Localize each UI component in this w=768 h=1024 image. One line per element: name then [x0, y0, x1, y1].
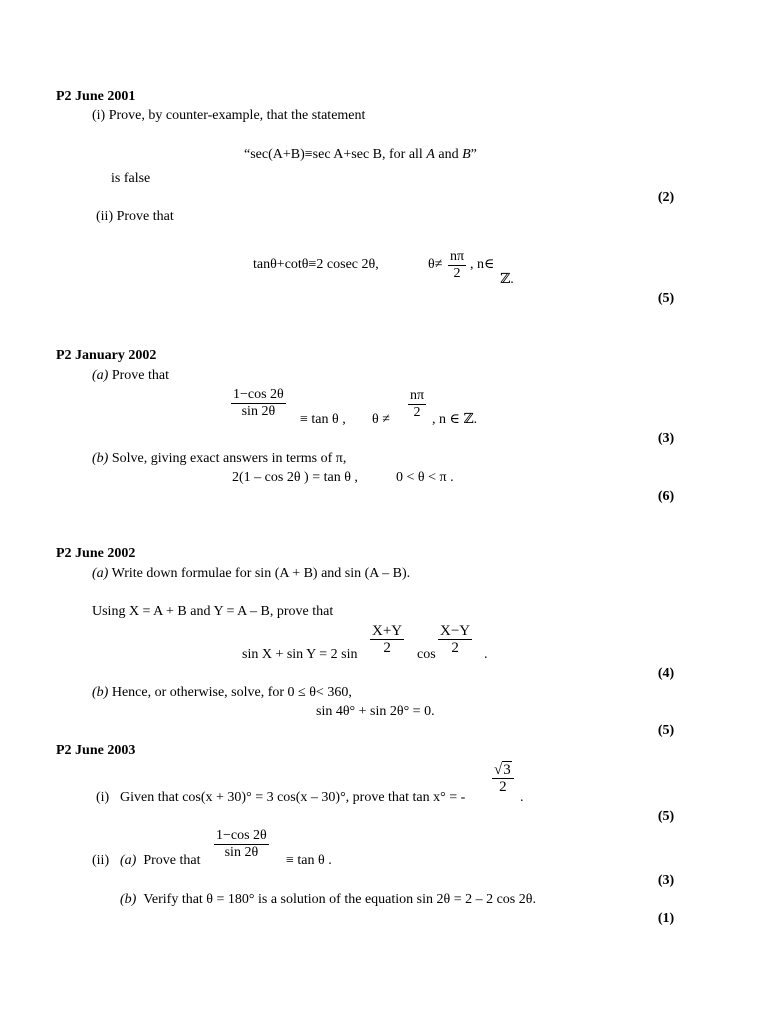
equation: 2(1 – cos 2θ ) = tan θ , [232, 470, 358, 485]
condition-lhs: θ≠ [428, 257, 443, 272]
is-false-text: is false [111, 171, 151, 186]
mark: (5) [657, 809, 675, 824]
fraction-denominator: 2 [453, 266, 461, 281]
n-pi-over-2-fraction [408, 388, 426, 421]
period: . [520, 790, 524, 805]
fraction-numerator [492, 762, 514, 778]
part-a [92, 368, 169, 384]
part-i-text: (i) Prove, by counter-example, that the statement [92, 108, 366, 123]
mark: (5) [657, 723, 675, 738]
var-a: A [426, 147, 435, 162]
fraction-numerator: X−Y [440, 623, 471, 639]
radicand: 3 [503, 762, 511, 778]
period: . [484, 647, 488, 662]
part-b [92, 685, 352, 701]
part-ii-label: (ii) [92, 853, 110, 868]
mark: (2) [657, 190, 675, 205]
part-ii-b-label: (b) [120, 892, 137, 907]
statement-tail: , for all [382, 147, 423, 162]
part-i-text: Given that cos(x + 30)° = 3 cos(x – 30)°, prove that tan x° = - [120, 790, 466, 805]
fraction-denominator: sin 2θ [241, 404, 276, 419]
part-ii-b [120, 892, 536, 908]
condition-rhs: , n∈ [470, 257, 495, 272]
question-heading: P2 June 2003 [56, 743, 136, 758]
fraction-numerator: 1−cos 2θ [233, 387, 284, 402]
close-quote: ” [470, 147, 477, 162]
part-ii-text: (ii) Prove that [96, 209, 174, 224]
open-quote: “ [244, 147, 251, 162]
part-ii-b-text: Verify that θ = 180° is a solution of the equation sin 2θ = 2 – 2 cos 2θ. [143, 892, 536, 907]
part-b [92, 451, 346, 467]
fraction-denominator: sin 2θ [224, 845, 259, 860]
one-minus-cos-fraction [231, 387, 286, 420]
theta-not-equal: θ ≠ [372, 412, 390, 427]
fraction-denominator: 2 [413, 405, 421, 420]
equivalence: ≡ tan θ , [300, 412, 346, 427]
using-text: Using X = A + B and Y = A – B, prove that [92, 604, 334, 619]
fraction-denominator: 2 [383, 640, 391, 656]
fraction-numerator: 1−cos 2θ [216, 828, 267, 843]
mark: (3) [657, 873, 675, 888]
sqrt-sign: √3 [494, 762, 511, 778]
and-word: and [438, 147, 459, 162]
x-plus-y-over-2-fraction [370, 623, 404, 656]
integer-set: ℤ. [500, 272, 514, 287]
statement [244, 147, 477, 163]
question-heading: P2 June 2001 [56, 89, 136, 104]
mark: (6) [657, 489, 675, 504]
statement-expr-sec: sec [250, 147, 269, 162]
one-minus-cos-fraction [214, 828, 269, 861]
part-a-label: (a) [92, 368, 109, 383]
part-b-label: (b) [92, 451, 109, 466]
part-a [92, 566, 410, 582]
x-minus-y-over-2-fraction [438, 623, 472, 656]
root3-over-2-fraction [492, 762, 514, 795]
range: 0 < θ < π . [396, 470, 454, 485]
fraction-numerator: X+Y [372, 623, 403, 639]
mark: (4) [657, 666, 675, 681]
mark: (5) [657, 291, 675, 306]
part-b-equation: sin 4θ° + sin 2θ° = 0. [316, 704, 435, 719]
sum-to-product-lhs: sin X + sin Y = 2 sin [242, 647, 358, 662]
identity: tanθ+cotθ≡2 cosec 2θ, [253, 257, 379, 272]
mark: (1) [657, 911, 675, 926]
part-b-label: (b) [92, 685, 109, 700]
fraction-numerator: nπ [410, 388, 425, 403]
fraction-denominator: 2 [499, 779, 507, 795]
var-b: B [462, 147, 471, 162]
part-i-label: (i) [96, 790, 110, 805]
fraction-denominator: 2 [451, 640, 459, 656]
part-ii-a-label: (a) [120, 853, 137, 868]
statement-expr: (A+B)≡sec A+sec B [268, 147, 382, 162]
part-a-label: (a) [92, 566, 109, 581]
part-a-text: Prove that [111, 368, 169, 383]
mark: (3) [657, 431, 675, 446]
n-pi-over-2-fraction [448, 249, 466, 282]
part-ii-a [120, 853, 200, 869]
n-in-integers: , n ∈ ℤ. [432, 412, 478, 427]
part-a-text: Write down formulae for sin (A + B) and sin (A – B). [111, 566, 411, 581]
question-heading: P2 January 2002 [56, 348, 157, 363]
equivalence: ≡ tan θ . [286, 853, 332, 868]
question-heading: P2 June 2002 [56, 546, 136, 561]
part-b-text: Hence, or otherwise, solve, for 0 ≤ θ< 360, [111, 685, 352, 700]
part-b-text: Solve, giving exact answers in terms of π, [111, 451, 347, 466]
part-ii-a-text: Prove that [143, 853, 201, 868]
cos-word: cos [417, 647, 436, 662]
fraction-numerator: nπ [450, 249, 465, 264]
